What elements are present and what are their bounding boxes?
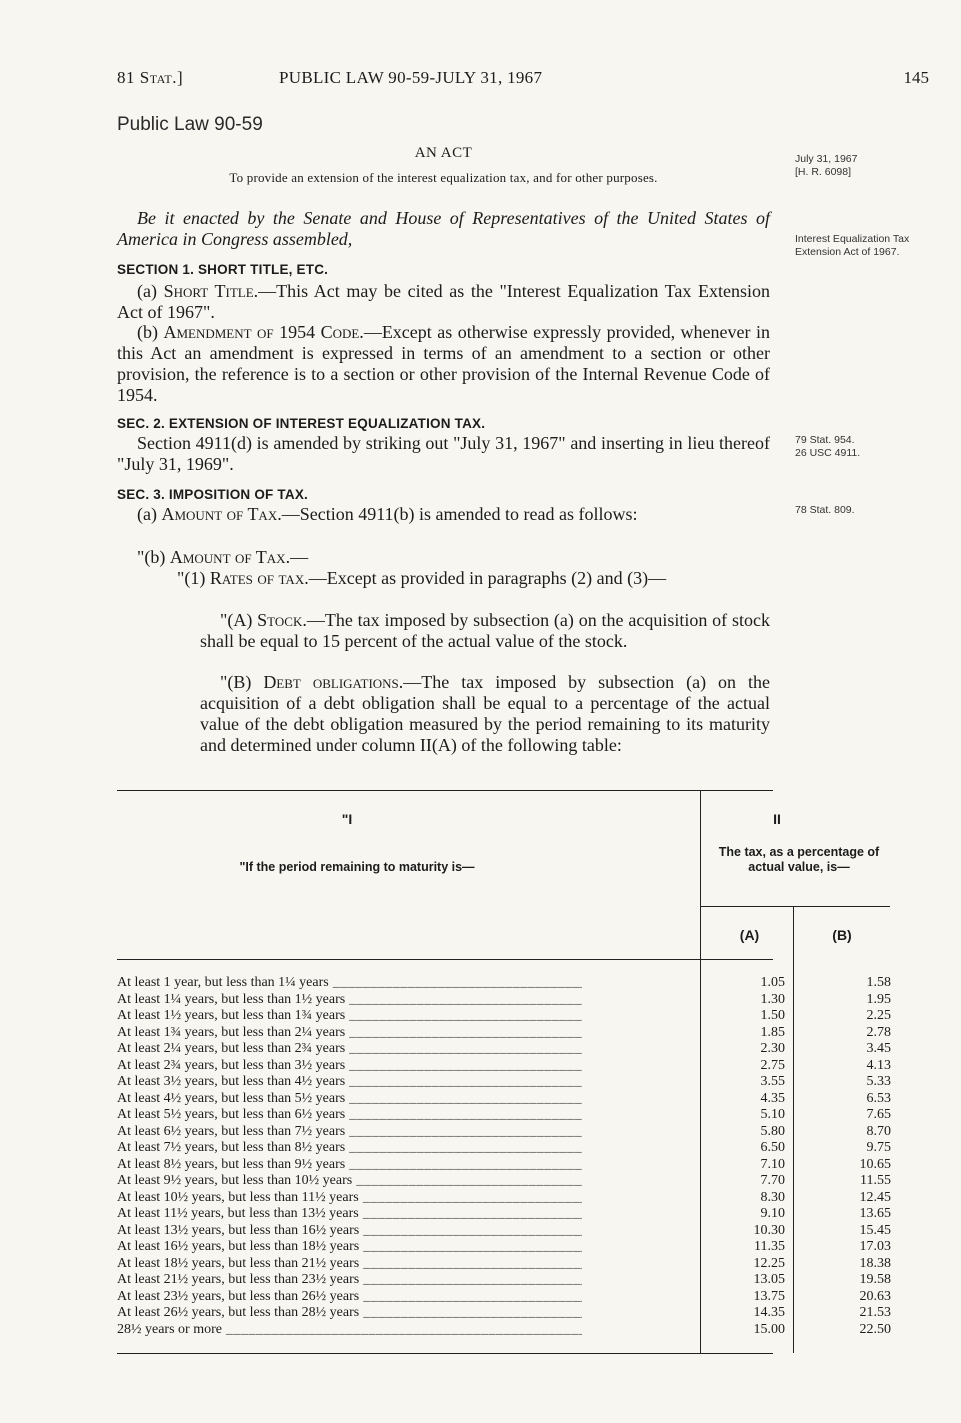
maturity-period: At least 26½ years, but less than 28½ years _____: [117, 1305, 582, 1322]
col-b-header: (B): [832, 927, 852, 943]
table-row: [117, 1041, 891, 1058]
rate-column-b: 15.45: [859, 1222, 891, 1238]
rate-column-a: 11.35: [754, 1239, 785, 1254]
maturity-period: At least 1¼ years, but less than 1½ years _____: [117, 992, 582, 1009]
rate-column-b: 1.58: [866, 975, 891, 990]
maturity-period: At least 1¾ years, but less than 2¼ years _____: [117, 1025, 582, 1042]
rate-column-b: 13.65: [859, 1206, 891, 1221]
table-row: [117, 1140, 891, 1157]
table-bottom-rule: [117, 1353, 773, 1354]
maturity-period: At least 6½ years, but less than 7½ years _____: [117, 1124, 582, 1141]
header-bottom-rule: [117, 959, 773, 960]
table-row: [117, 1008, 891, 1025]
running-title: PUBLIC LAW 90-59-JULY 31, 1967: [279, 68, 543, 87]
maturity-period: At least 23½ years, but less than 26½ years _____: [117, 1289, 582, 1306]
table-row: [117, 975, 891, 992]
maturity-period: At least 1½ years, but less than 1¾ years _____: [117, 1008, 582, 1025]
rate-column-a: 15.00: [753, 1321, 785, 1337]
table-row: [117, 1305, 891, 1322]
col-1-header: "If the period remaining to maturity is—: [239, 860, 475, 874]
section-1-heading: SECTION 1. SHORT TITLE, ETC.: [117, 262, 329, 277]
rate-column-a: 1.85: [760, 1024, 785, 1040]
margin-note-stat: 78 Stat. 809.: [795, 504, 855, 516]
rate-column-b: 1.95: [866, 991, 891, 1007]
table-row: [117, 1206, 891, 1223]
section-1b-paragraph: (b) Amendment of 1954 Code.—Except as otherwise expressly provided, whenever in this Act an amendment is expressed in terms of an amendment to a section or other provision, the reference is to a section or other provision of the Internal Revenue Code of 1954.: [117, 322, 770, 405]
section-3-heading: SEC. 3. IMPOSITION OF TAX.: [117, 487, 308, 502]
subheader-rule: [700, 906, 890, 907]
subparagraph-b-debt: "(B) Debt obligations.—The tax imposed by subsection (a) on the acquisition of a debt obligation shall be equal to a percentage of the actual value of the debt obligation measured by the period remaining to its maturity and determined under column II(A) of the following table:: [200, 672, 770, 755]
rate-column-b: 9.75: [866, 1140, 891, 1155]
rate-column-a: 12.25: [753, 1255, 785, 1271]
table-row: [117, 1321, 891, 1339]
rate-column-b: 21.53: [859, 1305, 891, 1320]
rate-column-b: 12.45: [859, 1189, 891, 1205]
table-top-rule: [117, 790, 773, 791]
margin-note-citation: 79 Stat. 954. 26 USC 4911.: [795, 434, 861, 459]
running-head: [117, 68, 929, 92]
rate-column-a: 5.80: [760, 1123, 785, 1139]
maturity-period: At least 9½ years, but less than 10½ years _____: [117, 1173, 582, 1190]
margin-note-short-title: Interest Equalization Tax Extension Act of 1967.: [795, 233, 910, 258]
maturity-period: At least 11½ years, but less than 13½ years _____: [117, 1206, 582, 1223]
rate-column-b: 17.03: [859, 1239, 891, 1254]
maturity-period: At least 16½ years, but less than 18½ years _____: [117, 1239, 582, 1256]
law-title: Public Law 90-59: [117, 114, 263, 135]
table-row: [117, 1090, 891, 1108]
table-row: [117, 1255, 891, 1273]
table-row: [117, 1272, 891, 1289]
maturity-period: At least 1 year, but less than 1¼ years _____: [117, 975, 582, 992]
col-2-header: The tax, as a percentage of actual value, is—: [718, 845, 880, 874]
rate-column-b: 10.65: [859, 1156, 891, 1172]
table-row: [117, 1288, 891, 1306]
rate-column-b: 2.78: [866, 1024, 891, 1040]
rate-column-a: 4.35: [760, 1090, 785, 1106]
rate-column-b: 7.65: [866, 1107, 891, 1122]
rate-column-a: 5.10: [760, 1107, 785, 1122]
rate-column-a: 14.35: [753, 1305, 785, 1320]
rate-column-a: 7.10: [760, 1156, 785, 1172]
maturity-period: At least 13½ years, but less than 16½ years _____: [117, 1223, 582, 1240]
section-3a-paragraph: (a) Amount of Tax.—Section 4911(b) is amended to read as follows:: [137, 504, 638, 524]
paragraph-1-rates: "(1) Rates of tax.—Except as provided in paragraphs (2) and (3)—: [177, 568, 667, 588]
maturity-period: At least 2¾ years, but less than 3½ years _____: [117, 1058, 582, 1075]
rate-column-b: 8.70: [866, 1123, 891, 1139]
statute-volume: 81 Stat.]: [117, 68, 184, 87]
table-row: [117, 991, 891, 1009]
rate-column-a: 6.50: [760, 1140, 785, 1155]
rate-column-b: 11.55: [860, 1173, 891, 1188]
section-3a-caption: Amount of Tax.: [161, 504, 282, 524]
table-row: [117, 1222, 891, 1240]
rate-column-a: 10.30: [753, 1222, 785, 1238]
col-a-header: (A): [739, 927, 760, 943]
maturity-period: At least 8½ years, but less than 9½ years _____: [117, 1157, 582, 1174]
maturity-period: 28½ years or more _____: [117, 1322, 582, 1339]
maturity-period: At least 3½ years, but less than 4½ years _____: [117, 1074, 582, 1091]
rate-column-b: 2.25: [866, 1008, 891, 1023]
table-row: [117, 1156, 891, 1174]
maturity-period: At least 18½ years, but less than 21½ years _____: [117, 1256, 582, 1273]
rate-column-a: 1.05: [760, 975, 785, 990]
maturity-period: At least 5½ years, but less than 6½ years _____: [117, 1107, 582, 1124]
rate-column-a: 2.75: [760, 1057, 785, 1073]
enacting-clause: Be it enacted by the Senate and House of Representatives of the United States of America in Congress assembled,: [117, 208, 770, 249]
margin-note-date: July 31, 1967 [H. R. 6098]: [795, 153, 858, 178]
subsection-b-heading: "(b) Amount of Tax.—: [137, 547, 309, 567]
page-number: 145: [903, 68, 929, 87]
maturity-period: At least 4½ years, but less than 5½ years _____: [117, 1091, 582, 1108]
rate-column-a: 13.05: [753, 1272, 785, 1287]
table-row: [117, 1239, 891, 1256]
an-act-heading: AN ACT: [414, 145, 473, 161]
rate-column-b: 18.38: [859, 1255, 891, 1271]
act-purpose: To provide an extension of the interest equalization tax, and for other purposes.: [229, 170, 658, 185]
rate-column-a: 8.30: [760, 1189, 785, 1205]
section-2-paragraph: Section 4911(d) is amended by striking out "July 31, 1967" and inserting in lieu thereof "July 31, 1969".: [117, 433, 770, 474]
maturity-period: At least 2¼ years, but less than 2¾ years _____: [117, 1041, 582, 1058]
table-row: [117, 1074, 891, 1091]
rate-column-b: 20.63: [859, 1288, 891, 1304]
maturity-period: At least 21½ years, but less than 23½ years _____: [117, 1272, 582, 1289]
maturity-period: At least 10½ years, but less than 11½ years _____: [117, 1190, 582, 1207]
rate-column-b: 19.58: [859, 1272, 891, 1287]
section-2-heading: SEC. 2. EXTENSION OF INTEREST EQUALIZATION TAX.: [117, 416, 486, 431]
col-1-number: "I: [341, 811, 353, 827]
rate-column-b: 6.53: [866, 1090, 891, 1106]
section-1a-caption: Short Title.: [163, 281, 259, 301]
rate-column-b: 5.33: [866, 1074, 891, 1089]
table-row: [117, 1189, 891, 1207]
rate-column-b: 22.50: [859, 1321, 891, 1337]
rate-column-a: 13.75: [753, 1288, 785, 1304]
maturity-period: At least 7½ years, but less than 8½ years _____: [117, 1140, 582, 1157]
rate-column-b: 4.13: [866, 1057, 891, 1073]
table-row: [117, 1107, 891, 1124]
rate-column-a: 1.30: [760, 991, 785, 1007]
rate-column-a: 9.10: [760, 1206, 785, 1221]
section-1a-paragraph: (a) Short Title.—This Act may be cited as the "Interest Equalization Tax Extension Act of 1967".: [117, 281, 770, 322]
rate-column-a: 3.55: [760, 1074, 785, 1089]
table-row: [117, 1123, 891, 1141]
rate-column-a: 2.30: [760, 1041, 785, 1056]
table-row: [117, 1057, 891, 1075]
table-row: [117, 1173, 891, 1190]
section-1b-caption: Amendment of 1954 Code.: [163, 322, 364, 342]
subparagraph-a-stock: "(A) Stock.—The tax imposed by subsection (a) on the acquisition of stock shall be equal to 15 percent of the actual value of the stock.: [200, 610, 771, 651]
rate-column-a: 1.50: [760, 1008, 785, 1023]
col-2-number: II: [773, 811, 781, 827]
rate-column-b: 3.45: [866, 1041, 891, 1056]
rate-column-a: 7.70: [760, 1173, 785, 1188]
table-row: [117, 1024, 891, 1042]
